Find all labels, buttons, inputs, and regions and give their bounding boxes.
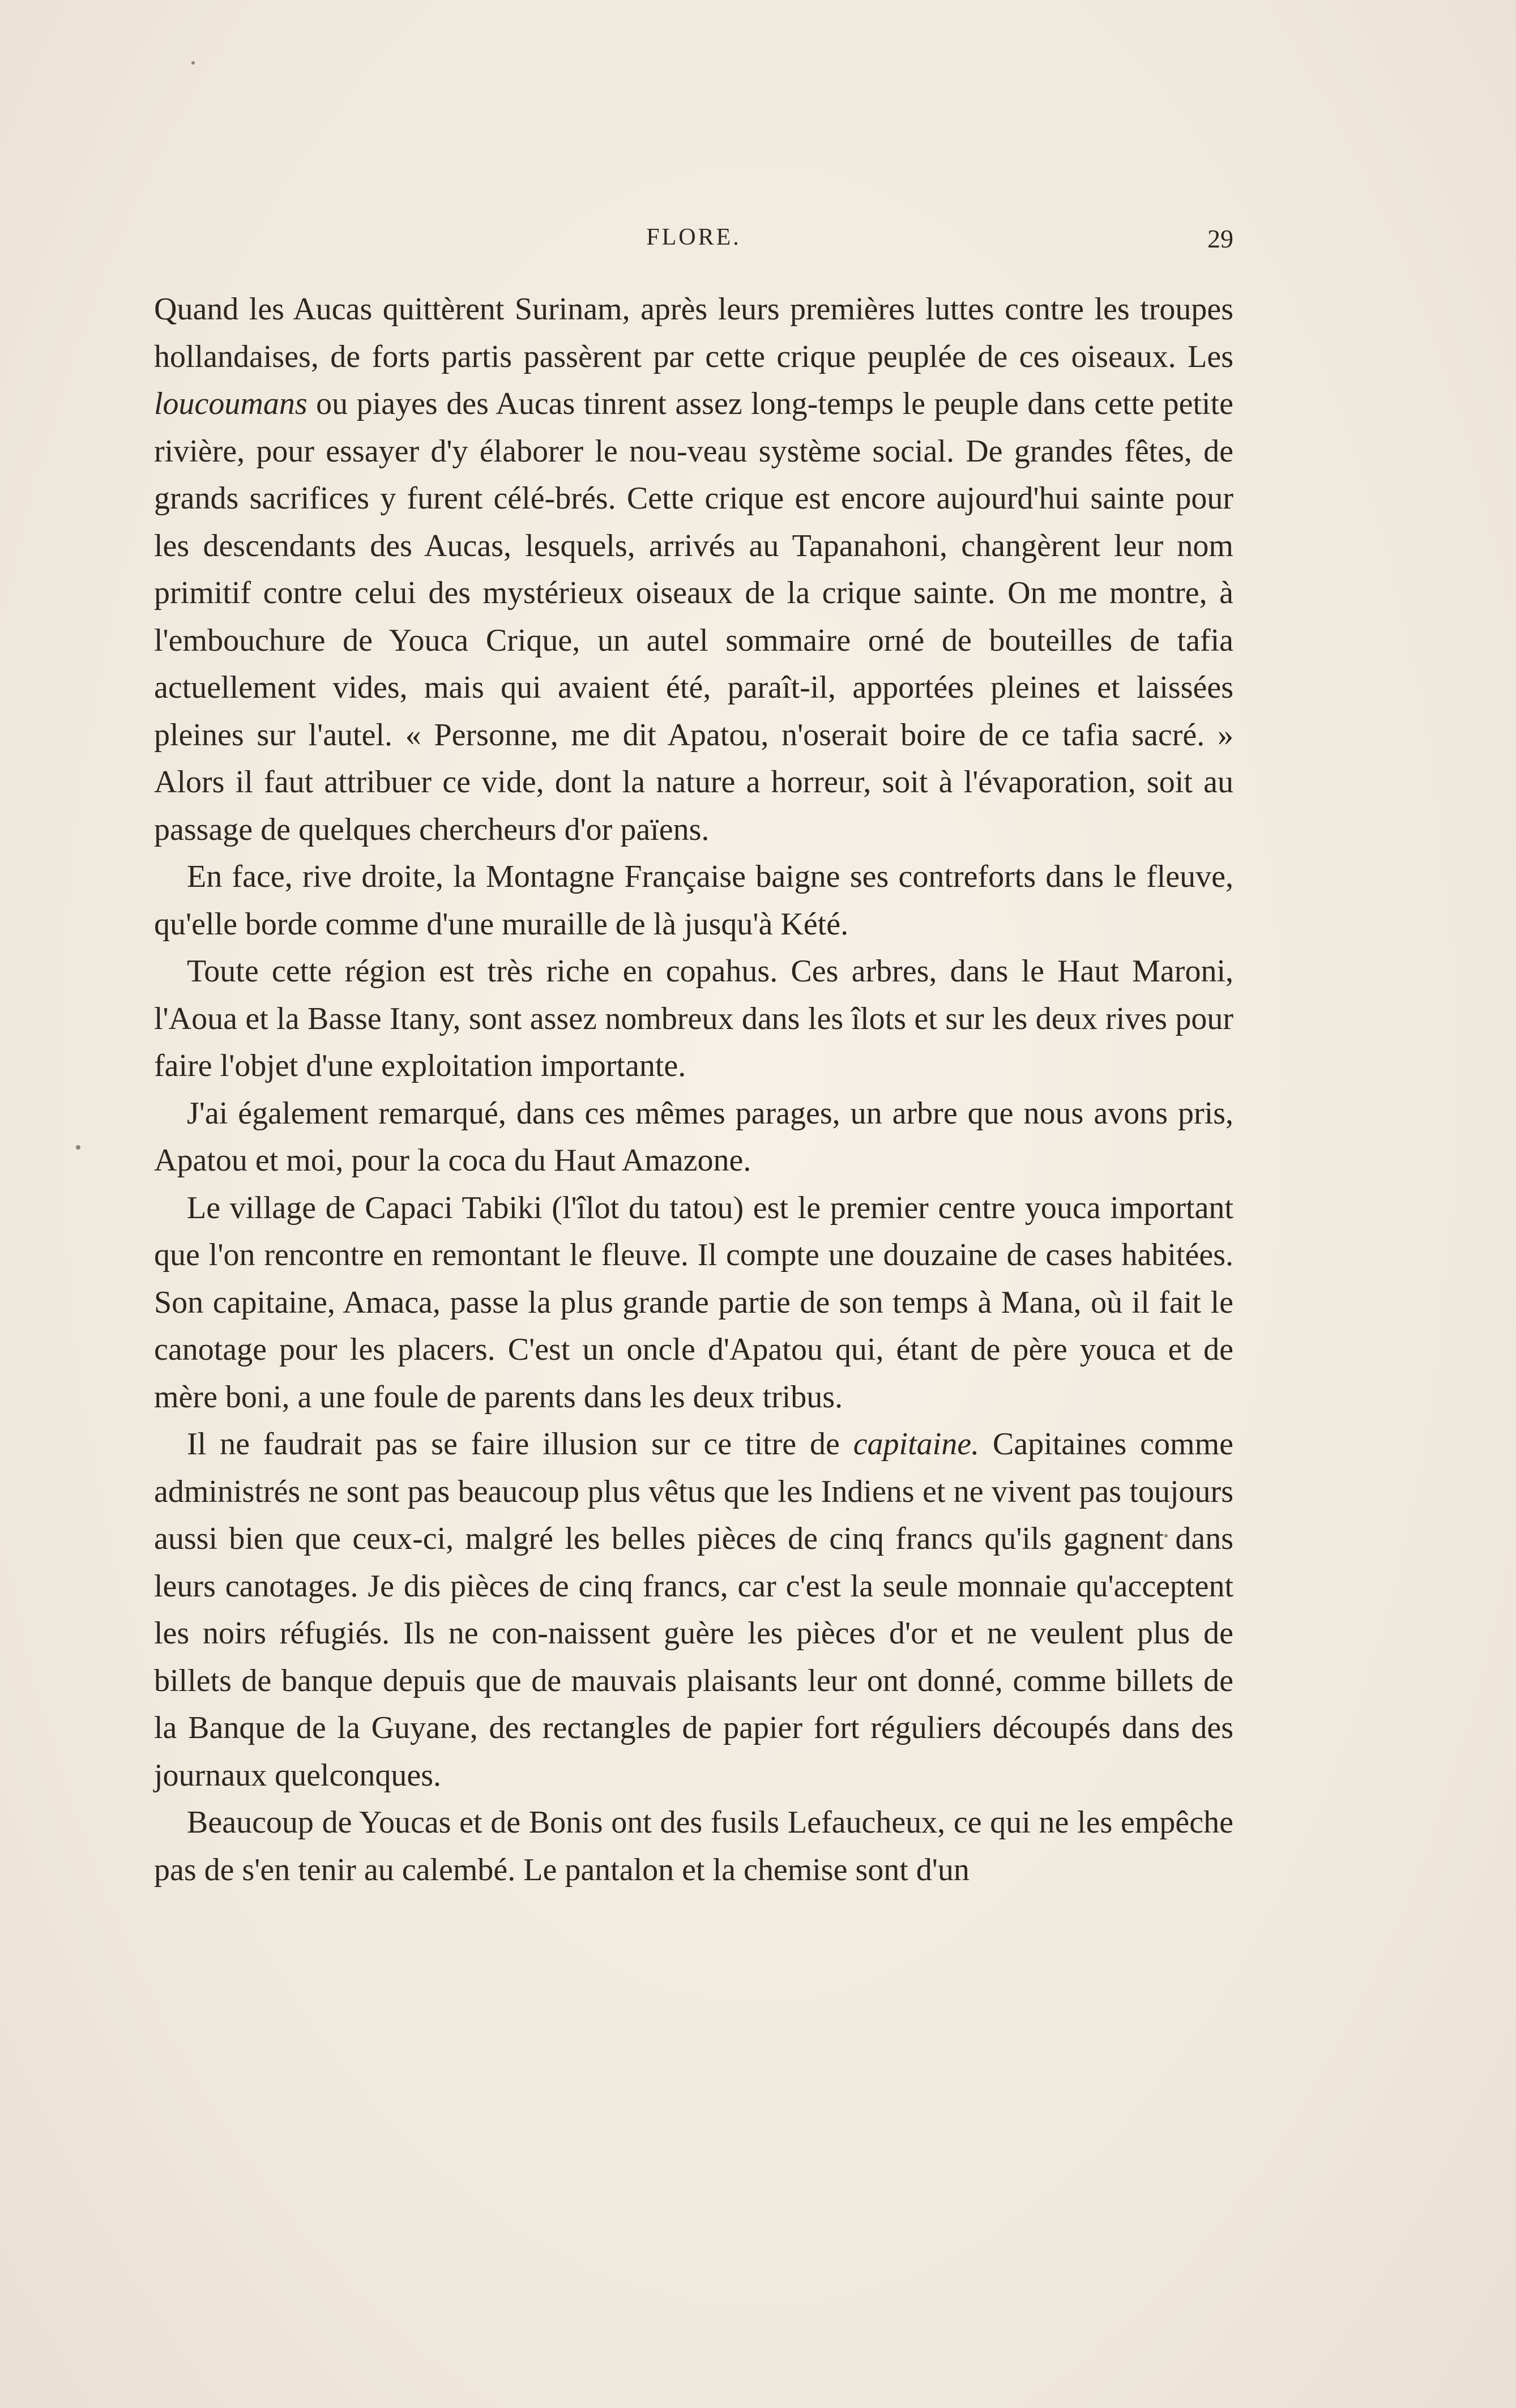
body-text	[154, 286, 1233, 1894]
paragraph	[154, 286, 1233, 853]
text-run: Quand les Aucas quittèrent Surinam, après leurs premières luttes contre les troupes hollandaises, de forts partis passèrent par cette crique peuplée de ces oiseaux. Les	[154, 292, 1233, 374]
text-run: En face, rive droite, la Montagne Française baigne ses contreforts dans le fleuve, qu'elle borde comme d'une muraille de là jusqu'à Kété.	[154, 859, 1233, 942]
text-run: Il ne faudrait pas se faire illusion sur ce titre de	[187, 1427, 853, 1462]
paper-speck	[76, 1145, 80, 1150]
text-run: J'ai également remarqué, dans ces mêmes parages, un arbre que nous avons pris, Apatou et moi, pour la coca du Haut Amazone.	[154, 1095, 1233, 1178]
text-run: ou piayes des Aucas tinrent assez long-temps le peuple dans cette petite rivière, pour essayer d'y élaborer le nou-veau système social. De grandes fêtes, de grands sacrifices y furent célé-brés. Cette crique est encore aujourd'hui sainte pour les descendants des Aucas, lesquels, arrivés au Tapanahoni, changèrent leur nom primitif contre celui des mystérieux oiseaux de la crique sainte. On me montre, à l'embouchure de Youca Crique, un autel sommaire orné de bouteilles de tafia actuellement vides, mais qui avaient été, paraît-il, apportées pleines et laissées pleines sur l'autel. « Personne, me dit Apatou, n'oserait boire de ce tafia sacré. » Alors il faut attribuer ce vide, dont la nature a horreur, soit à l'évaporation, soit au passage de quelques chercheurs d'or païens.	[154, 386, 1233, 847]
text-run: Beaucoup de Youcas et de Bonis ont des fusils Lefaucheux, ce qui ne les empêche pas de s'en tenir au calembé. Le pantalon et la chemise sont d'un	[154, 1805, 1233, 1888]
paper-speck	[191, 61, 195, 65]
running-title: FLORE.	[646, 224, 741, 250]
text-run: Toute cette région est très riche en copahus. Ces arbres, dans le Haut Maroni, l'Aoua et la Basse Itany, sont assez nombreux dans les îlots et sur les deux rives pour faire l'objet d'une exploitation importante.	[154, 954, 1233, 1083]
text-run: Capitaines comme administrés ne sont pas beaucoup plus vêtus que les Indiens et ne vivent pas toujours aussi bien que ceux-ci, malgré les belles pièces de cinq francs qu'ils gagnent dans leurs canotages. Je dis pièces de cinq francs, car c'est la seule monnaie qu'acceptent les noirs réfugiés. Ils ne con-naissent guère les pièces d'or et ne veulent plus de billets de banque depuis que de mauvais plaisants leur ont donné, comme billets de la Banque de la Guyane, des rectangles de papier fort réguliers découpés dans des journaux quelconques.	[154, 1427, 1234, 1793]
running-head	[154, 224, 1233, 258]
paragraph	[154, 1799, 1233, 1894]
paragraph	[154, 1185, 1233, 1421]
page-number: 29	[1207, 224, 1233, 253]
text-run: Le village de Capaci Tabiki (l'îlot du tatou) est le premier centre youca important que l'on rencontre en remontant le fleuve. Il compte une douzaine de cases habitées. Son capitaine, Amaca, passe la plus grande partie de son temps à Mana, où il fait le canotage pour les placers. C'est un oncle d'Apatou qui, étant de père youca et de mère boni, a une foule de parents dans les deux tribus.	[154, 1190, 1233, 1415]
italic-term: capitaine.	[853, 1427, 980, 1462]
paragraph	[154, 1090, 1233, 1185]
italic-term: loucoumans	[154, 386, 308, 421]
paragraph	[154, 853, 1233, 948]
paragraph	[154, 948, 1233, 1090]
paragraph	[154, 1421, 1233, 1799]
